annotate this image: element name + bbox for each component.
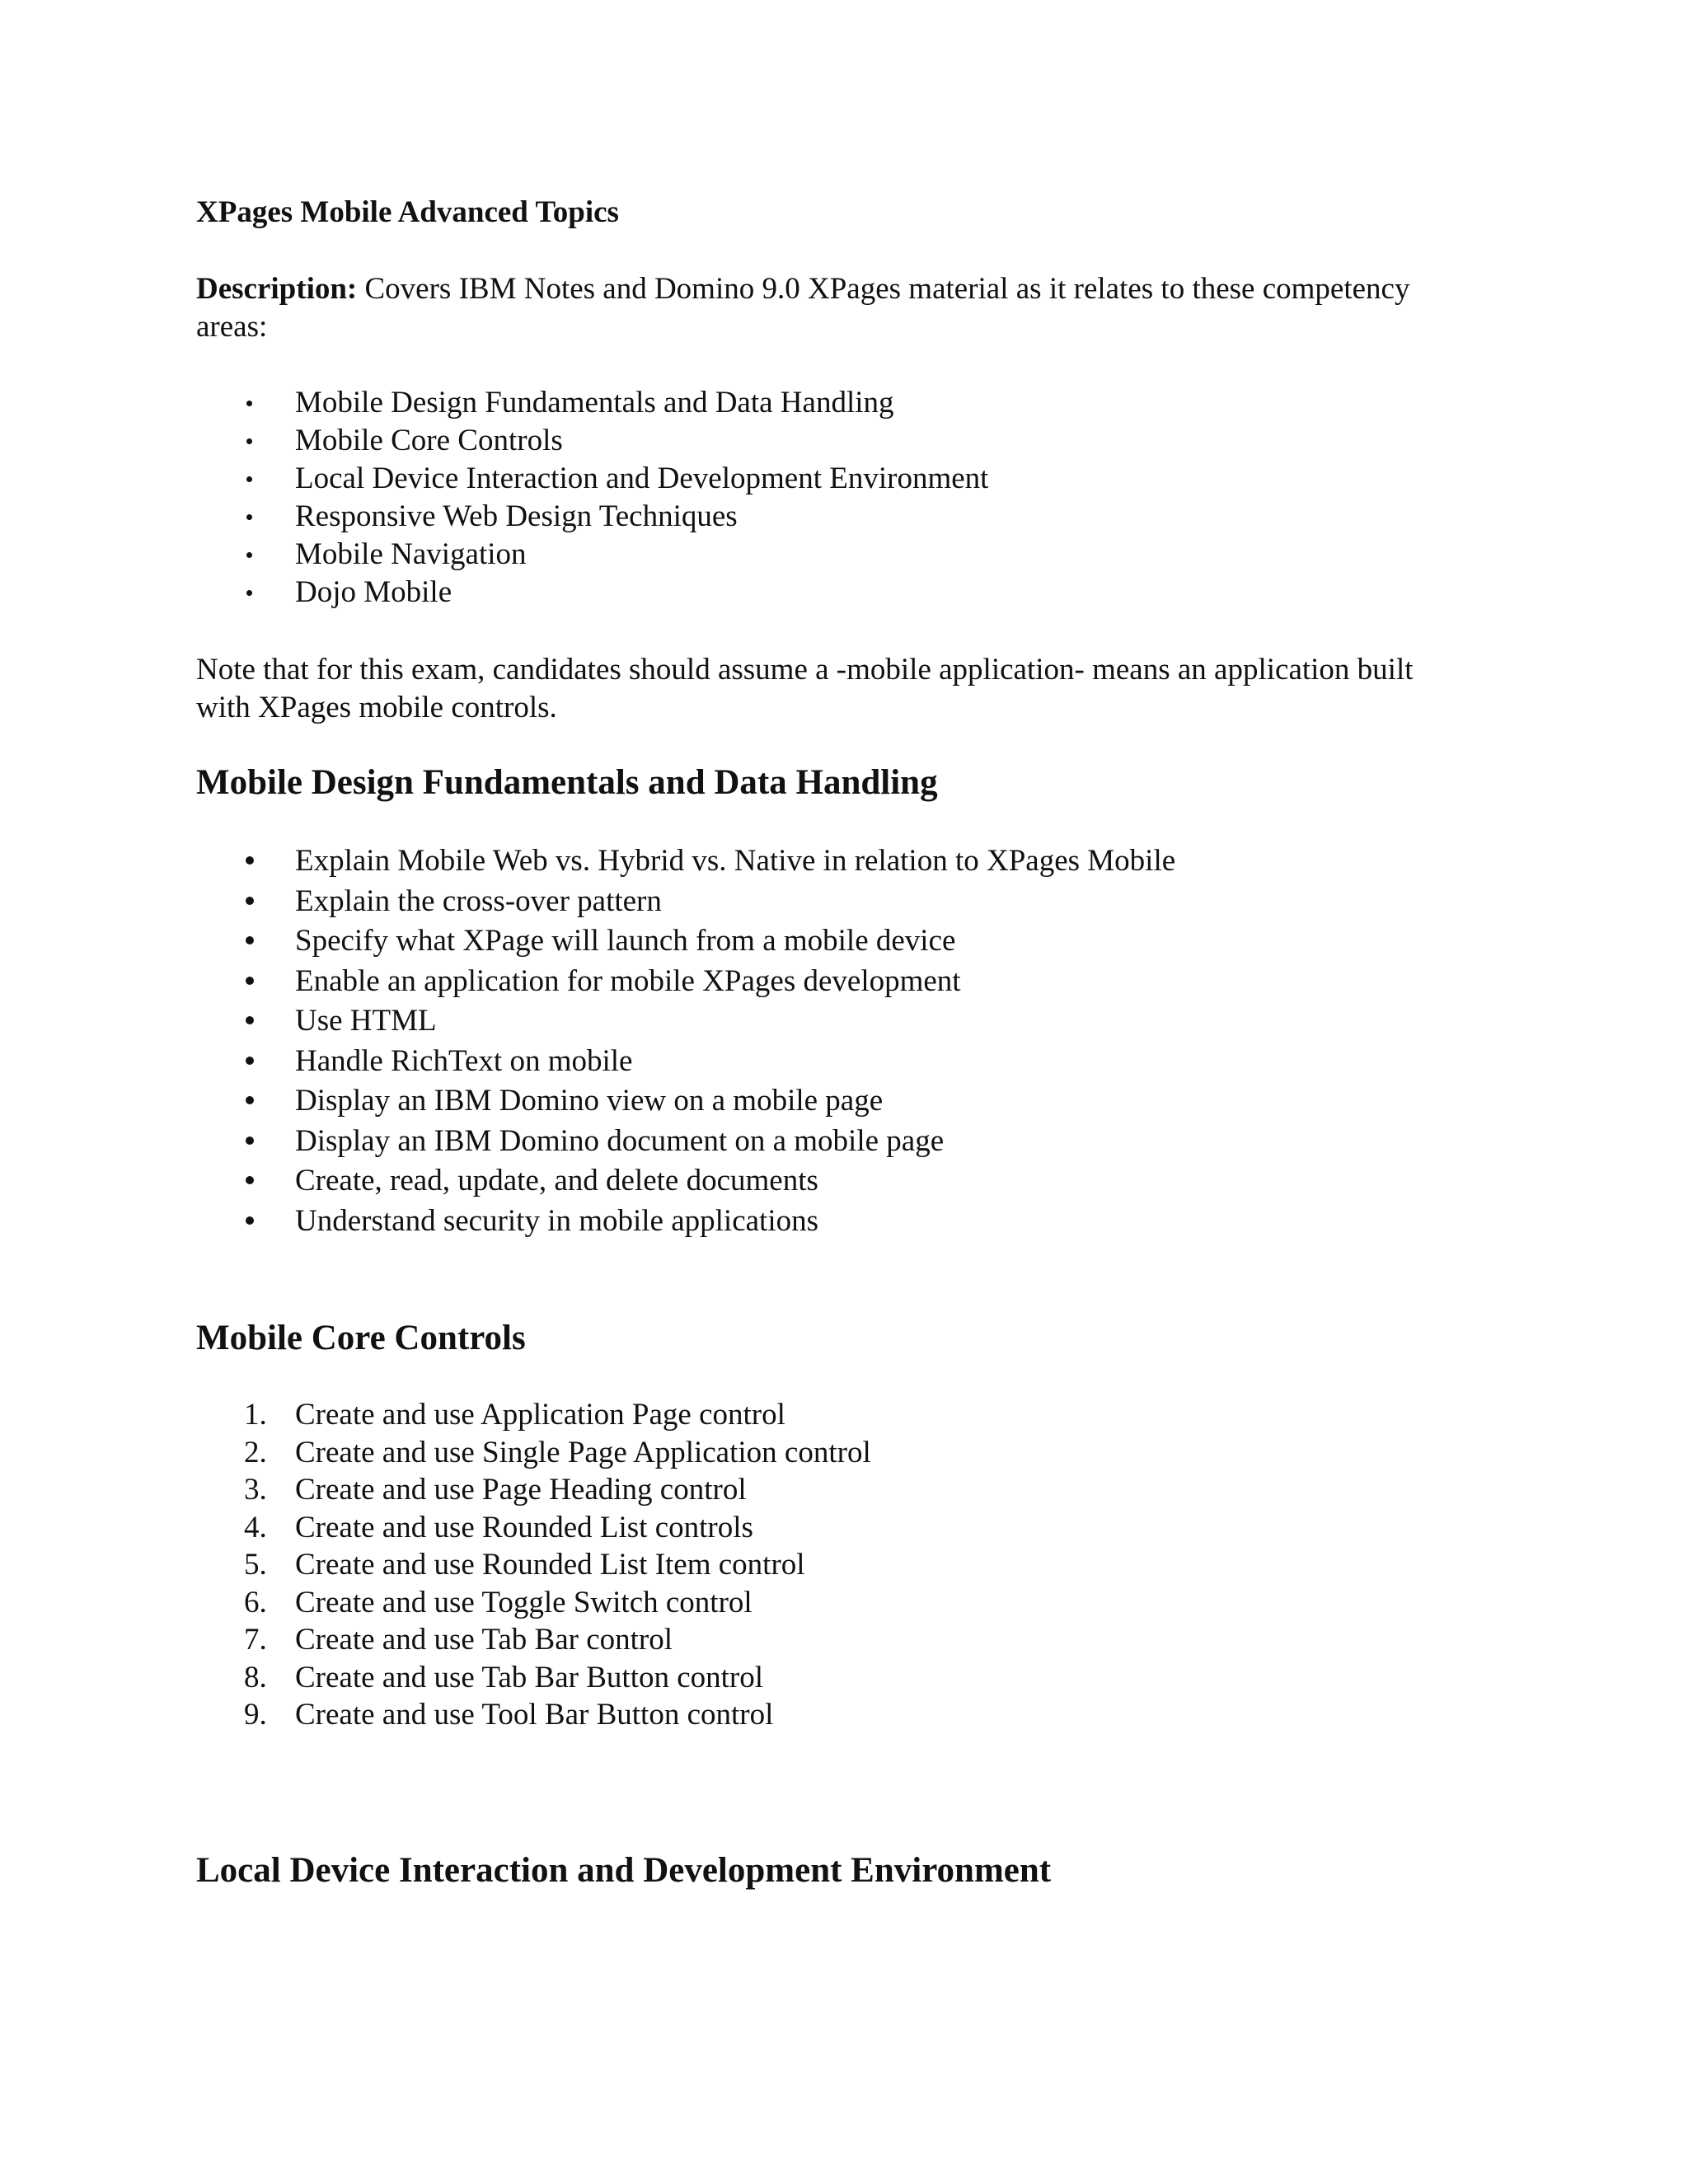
list-item [196,1621,871,1659]
section-heading-core-controls: Mobile Core Controls [196,1319,526,1357]
document-title: XPages Mobile Advanced Topics [196,195,619,229]
section-heading-local-device: Local Device Interaction and Development Environment [196,1851,1052,1890]
list-number: 7. [244,1623,267,1657]
bullet-icon [246,897,254,905]
bullet-icon [246,438,252,444]
list-item [196,1396,871,1434]
list-number: 4. [244,1510,267,1544]
bullet-icon [246,977,254,985]
list-item [196,574,988,612]
list-item [196,1434,871,1472]
list-item-text: Create and use Tool Bar Button control [295,1698,774,1732]
bullet-icon [246,1216,254,1225]
list-item-text: Responsive Web Design Techniques [295,499,738,533]
list-item [196,536,988,574]
competency-areas-list [196,384,988,612]
list-item [196,962,1175,1002]
list-item-text: Create, read, update, and delete documents [295,1164,818,1197]
list-item-text: Create and use Tab Bar control [295,1623,673,1657]
list-item [196,921,1175,962]
list-item-text: Create and use Application Page control [295,1398,785,1432]
list-item-text: Explain Mobile Web vs. Hybrid vs. Native in relation to XPages Mobile [295,844,1176,878]
description-text: Covers IBM Notes and Domino 9.0 XPages material as it relates to these competency areas: [196,272,1410,344]
list-number: 3. [244,1473,267,1507]
list-item [196,1659,871,1697]
core-controls-list [196,1396,871,1734]
list-item-text: Create and use Rounded List controls [295,1510,753,1544]
bullet-icon [246,476,252,482]
bullet-icon [246,1137,254,1145]
list-item-text: Create and use Page Heading control [295,1473,747,1507]
list-item-text: Mobile Navigation [295,537,527,571]
list-item-text: Use HTML [295,1004,437,1038]
list-item-text: Understand security in mobile applications [295,1203,819,1238]
list-item [196,498,988,536]
list-item-text: Explain the cross-over pattern [295,883,662,918]
bullet-icon [246,1096,254,1104]
list-item [196,882,1175,922]
list-item [196,1546,871,1584]
list-item [196,1001,1175,1042]
list-item-text: Create and use Single Page Application control [295,1435,871,1469]
bullet-icon [246,514,252,520]
list-item-text: Create and use Toggle Switch control [295,1585,753,1619]
mobile-design-list [196,841,1175,1241]
list-item [196,1696,871,1734]
bullet-icon [246,590,252,596]
bullet-icon [246,1057,254,1065]
list-number: 1. [244,1398,267,1432]
list-item [196,1584,871,1622]
list-item [196,1122,1175,1162]
description-label: Description: [196,272,358,306]
list-item-text: Mobile Core Controls [295,424,563,457]
list-item [196,1509,871,1547]
bullet-icon [246,401,252,406]
note-paragraph: Note that for this exam, candidates should assume a -mobile application- means an application built with XPages mobile controls. [196,653,1414,724]
list-number: 6. [244,1585,267,1619]
list-item [196,1081,1175,1122]
list-item-text: Handle RichText on mobile [295,1043,633,1078]
list-number: 5. [244,1548,267,1582]
list-item [196,384,988,422]
list-number: 8. [244,1660,267,1694]
bullet-icon [246,936,254,944]
list-item-text: Enable an application for mobile XPages development [295,963,961,998]
list-number: 2. [244,1435,267,1469]
list-item [196,1161,1175,1202]
list-item [196,1202,1175,1242]
list-item-text: Specify what XPage will launch from a mobile device [295,924,956,958]
description-paragraph [196,270,1449,346]
bullet-icon [246,1176,254,1184]
list-item-text: Display an IBM Domino document on a mobile page [295,1123,945,1158]
list-item-text: Mobile Design Fundamentals and Data Handling [295,386,894,419]
bullet-icon [246,552,252,558]
list-item [196,460,988,498]
list-number: 9. [244,1698,267,1732]
list-item-text: Create and use Rounded List Item control [295,1548,805,1582]
list-item [196,1042,1175,1082]
list-item [196,422,988,460]
section-heading-mobile-design: Mobile Design Fundamentals and Data Handling [196,763,938,802]
bullet-icon [246,856,254,865]
list-item-text: Dojo Mobile [295,575,452,609]
list-item-text: Display an IBM Domino view on a mobile page [295,1084,884,1118]
list-item [196,841,1175,882]
bullet-icon [246,1016,254,1024]
list-item-text: Local Device Interaction and Development Environment [295,462,989,495]
list-item [196,1471,871,1509]
list-item-text: Create and use Tab Bar Button control [295,1660,764,1694]
